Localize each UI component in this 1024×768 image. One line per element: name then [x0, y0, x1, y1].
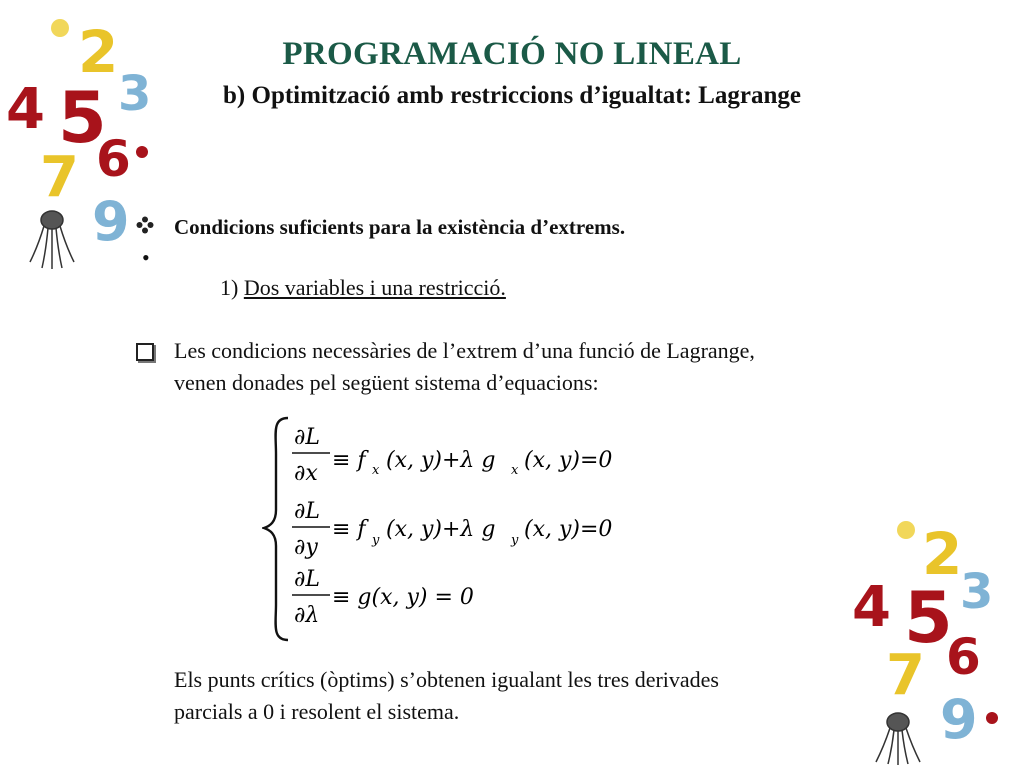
svg-text:∂λ: ∂λ — [294, 603, 320, 628]
empty-bullet-dot: • — [142, 245, 150, 270]
svg-text:4: 4 — [852, 575, 891, 640]
digit-6: 6 — [96, 130, 131, 188]
decorative-numbers-bottom-right — [842, 508, 1022, 766]
svg-text:9: 9 — [940, 688, 978, 751]
item-number: 1) — [220, 275, 239, 300]
equation-3 — [292, 567, 474, 628]
svg-text:y: y — [511, 533, 519, 548]
svg-text:7: 7 — [886, 643, 925, 708]
svg-text:(x, y)+λ g: (x, y)+λ g — [386, 448, 496, 473]
item-label: Dos variables i una restricció. — [243, 275, 506, 300]
svg-text:∂L: ∂L — [294, 567, 320, 592]
lagrange-equation-system — [262, 414, 682, 644]
slide-title: PROGRAMACIÓ NO LINEAL — [282, 36, 742, 72]
equation-2 — [292, 499, 612, 560]
digit-7: 7 — [40, 145, 79, 210]
paragraph-line: venen donades pel següent sistema d’equacions: — [174, 370, 599, 395]
item-two-variables — [220, 272, 506, 304]
svg-text:6: 6 — [946, 628, 981, 686]
checkbox-bullet-icon — [136, 343, 154, 361]
svg-text:(x, y)=0: (x, y)=0 — [524, 517, 613, 542]
digit-4: 4 — [6, 77, 45, 142]
svg-text:x: x — [372, 463, 380, 478]
svg-text:∂y: ∂y — [294, 535, 318, 560]
svg-text:∂L: ∂L — [294, 425, 320, 450]
flower-bullet-icon — [136, 216, 154, 234]
equation-3-rhs: ≡ g(x, y) = 0 — [332, 585, 474, 610]
svg-text:∂x: ∂x — [294, 461, 318, 486]
equation-1 — [292, 425, 612, 486]
critical-points-paragraph — [174, 664, 719, 728]
svg-text:(x, y)+λ g: (x, y)+λ g — [386, 517, 496, 542]
svg-text:x: x — [511, 463, 519, 478]
paragraph-line: Els punts crítics (òptims) s’obtenen igualant les tres derivades — [174, 667, 719, 692]
necessary-conditions-paragraph — [174, 335, 755, 399]
digit-3: 3 — [118, 66, 152, 122]
svg-text:≡ f: ≡ f — [332, 448, 366, 473]
jellyfish-icon — [30, 211, 74, 269]
svg-text:(x, y)=0: (x, y)=0 — [524, 448, 613, 473]
svg-text:2: 2 — [922, 520, 963, 588]
paragraph-line: parcials a 0 i resolent el sistema. — [174, 699, 460, 724]
left-brace — [264, 418, 288, 640]
digit-5: 5 — [58, 77, 107, 159]
paragraph-line: Les condicions necessàries de l’extrem d’una funció de Lagrange, — [174, 338, 755, 363]
digit-2: 2 — [78, 18, 119, 86]
bullet-sufficient-conditions: Condicions suficients para la existència d’extrems. — [174, 215, 626, 239]
svg-text:∂L: ∂L — [294, 499, 320, 524]
svg-text:3: 3 — [960, 564, 994, 620]
svg-text:5: 5 — [904, 577, 953, 659]
svg-text:≡ f: ≡ f — [332, 517, 366, 542]
digit-9: 9 — [92, 190, 130, 253]
svg-text:y: y — [372, 533, 380, 548]
slide-subtitle: b) Optimització amb restriccions d’igualtat: Lagrange — [223, 82, 801, 109]
